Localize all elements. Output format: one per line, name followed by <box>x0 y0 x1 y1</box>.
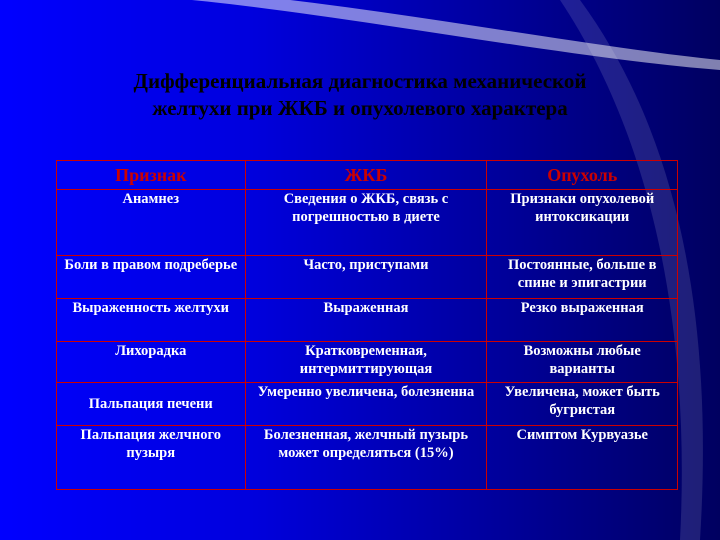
cell-sign: Выраженность желтухи <box>57 299 246 342</box>
cell-tumor: Возможны любые варианты <box>487 342 678 383</box>
table-row <box>57 342 678 383</box>
table-row <box>57 190 678 256</box>
cell-tumor: Симптом Курвуазье <box>487 426 678 490</box>
header-tumor: Опухоль <box>487 161 678 190</box>
cell-tumor: Увеличена, может быть бугристая <box>487 383 678 426</box>
comparison-table <box>56 160 678 490</box>
header-gallstone: ЖКБ <box>245 161 487 190</box>
cell-gallstone: Выраженная <box>245 299 487 342</box>
table-row <box>57 383 678 426</box>
cell-tumor: Резко выраженная <box>487 299 678 342</box>
slide-title-line-1: Дифференциальная диагностика механической <box>133 69 587 93</box>
cell-tumor: Постоянные, больше в спине и эпигастрии <box>487 256 678 299</box>
cell-sign: Пальпация печени <box>57 383 246 426</box>
cell-gallstone: Часто, приступами <box>245 256 487 299</box>
header-sign: Признак <box>57 161 246 190</box>
table-header-row <box>57 161 678 190</box>
cell-sign: Боли в правом подреберье <box>57 256 246 299</box>
cell-gallstone: Сведения о ЖКБ, связь с погрешностью в диете <box>245 190 487 256</box>
cell-sign: Анамнез <box>57 190 246 256</box>
cell-gallstone: Умеренно увеличена, болезненна <box>245 383 487 426</box>
table-row <box>57 426 678 490</box>
slide-title-line-2: желтухи при ЖКБ и опухолевого характера <box>152 96 568 120</box>
table-row <box>57 299 678 342</box>
table-row <box>57 256 678 299</box>
cell-tumor: Признаки опухолевой интоксикации <box>487 190 678 256</box>
cell-gallstone: Болезненная, желчный пузырь может определяться (15%) <box>245 426 487 490</box>
cell-gallstone: Кратковременная, интермиттирующая <box>245 342 487 383</box>
slide-title <box>60 68 660 122</box>
cell-sign: Пальпация желчного пузыря <box>57 426 246 490</box>
cell-sign: Лихорадка <box>57 342 246 383</box>
